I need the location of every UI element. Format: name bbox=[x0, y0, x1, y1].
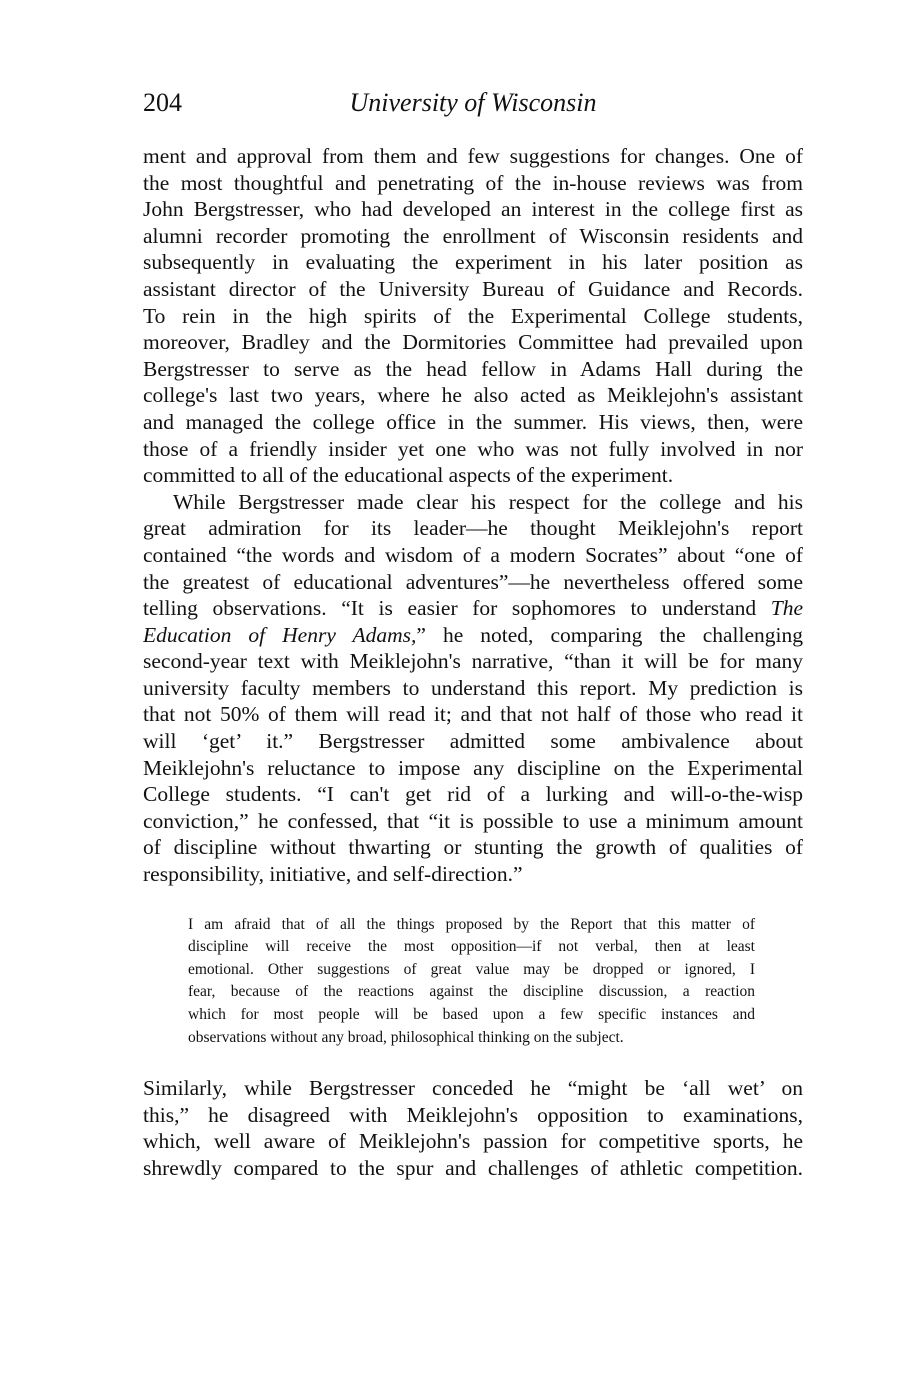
text-line: moreover, Bradley and the Dormitories Committee had prevailed upon bbox=[143, 330, 803, 355]
book-title-italic: Education of Henry Adams, bbox=[143, 622, 417, 647]
quote-line: I am afraid that of all the things proposed by the Report that this matter of bbox=[188, 915, 755, 933]
text-line: that not 50% of them will read it; and that not half of those who read it bbox=[143, 702, 803, 727]
text-line: those of a friendly insider yet one who was not fully involved in nor bbox=[143, 436, 803, 461]
text-line bbox=[143, 595, 803, 622]
text-line: will ‘get’ it.” Bergstresser admitted some ambivalence about bbox=[143, 729, 803, 754]
text-line: While Bergstresser made clear his respect for the college and his bbox=[173, 489, 803, 514]
text-line: the greatest of educational adventures”—he nevertheless offered some bbox=[143, 569, 803, 594]
quote-line: observations without any broad, philosophical thinking on the subject. bbox=[188, 1028, 624, 1046]
paragraph-1 bbox=[143, 143, 803, 489]
quote-line: emotional. Other suggestions of great value may be dropped or ignored, I bbox=[188, 960, 755, 978]
running-title: University of Wisconsin bbox=[349, 88, 597, 117]
text-line: college's last two years, where he also acted as Meiklejohn's assistant bbox=[143, 383, 803, 408]
text-line: contained “the words and wisdom of a modern Socrates” about “one of bbox=[143, 542, 803, 567]
text-line: shrewdly compared to the spur and challenges of athletic competition. bbox=[143, 1155, 803, 1180]
page-number: 204 bbox=[143, 88, 182, 117]
text-line: conviction,” he confessed, that “it is possible to use a minimum amount bbox=[143, 808, 803, 833]
text-line: committed to all of the educational aspects of the experiment. bbox=[143, 463, 674, 488]
text-line: which, well aware of Meiklejohn's passion for competitive sports, he bbox=[143, 1129, 803, 1154]
text-line: this,” he disagreed with Meiklejohn's opposition to examinations, bbox=[143, 1102, 803, 1127]
text-line: College students. “I can't get rid of a lurking and will-o-the-wisp bbox=[143, 782, 803, 807]
book-title-italic: The bbox=[770, 596, 803, 621]
text-line: Similarly, while Bergstresser conceded he “might be ‘all wet’ on bbox=[143, 1076, 803, 1101]
text-line: second-year text with Meiklejohn's narrative, “than it will be for many bbox=[143, 649, 803, 674]
text-line: and managed the college office in the summer. His views, then, were bbox=[143, 409, 803, 434]
text-line: John Bergstresser, who had developed an interest in the college first as bbox=[143, 197, 803, 222]
text-line: To rein in the high spirits of the Experimental College students, bbox=[143, 303, 803, 328]
text-line bbox=[143, 622, 803, 649]
text-line: alumni recorder promoting the enrollment of Wisconsin residents and bbox=[143, 223, 803, 248]
quote-line: discipline will receive the most opposition—if not verbal, then at least bbox=[188, 938, 755, 956]
running-head bbox=[143, 86, 803, 120]
text-line: university faculty members to understand this report. My prediction is bbox=[143, 675, 803, 700]
text-line: ment and approval from them and few suggestions for changes. One of bbox=[143, 144, 803, 168]
text-line: assistant director of the University Bureau of Guidance and Records. bbox=[143, 276, 803, 301]
block-quote bbox=[188, 914, 755, 1050]
text-line: subsequently in evaluating the experiment in his later position as bbox=[143, 250, 803, 275]
text-line: Bergstresser to serve as the head fellow in Adams Hall during the bbox=[143, 356, 803, 381]
text-line: great admiration for its leader—he thought Meiklejohn's report bbox=[143, 516, 803, 541]
text-line: responsibility, initiative, and self-direction.” bbox=[143, 862, 523, 887]
text-line: Meiklejohn's reluctance to impose any discipline on the Experimental bbox=[143, 755, 803, 780]
paragraph-2 bbox=[143, 489, 803, 888]
body-text bbox=[143, 143, 803, 1182]
text-run: ” he noted, comparing the challenging bbox=[416, 622, 803, 647]
text-line: of discipline without thwarting or stunting the growth of qualities of bbox=[143, 835, 803, 860]
paragraph-3 bbox=[143, 1075, 803, 1181]
quote-line: fear, because of the reactions against the discipline discussion, a reaction bbox=[188, 983, 755, 1001]
text-line: the most thoughtful and penetrating of the in-house reviews was from bbox=[143, 170, 803, 195]
quote-line: which for most people will be based upon a few specific instances and bbox=[188, 1006, 755, 1023]
text-run: telling observations. “It is easier for sophomores to understand bbox=[143, 596, 771, 621]
